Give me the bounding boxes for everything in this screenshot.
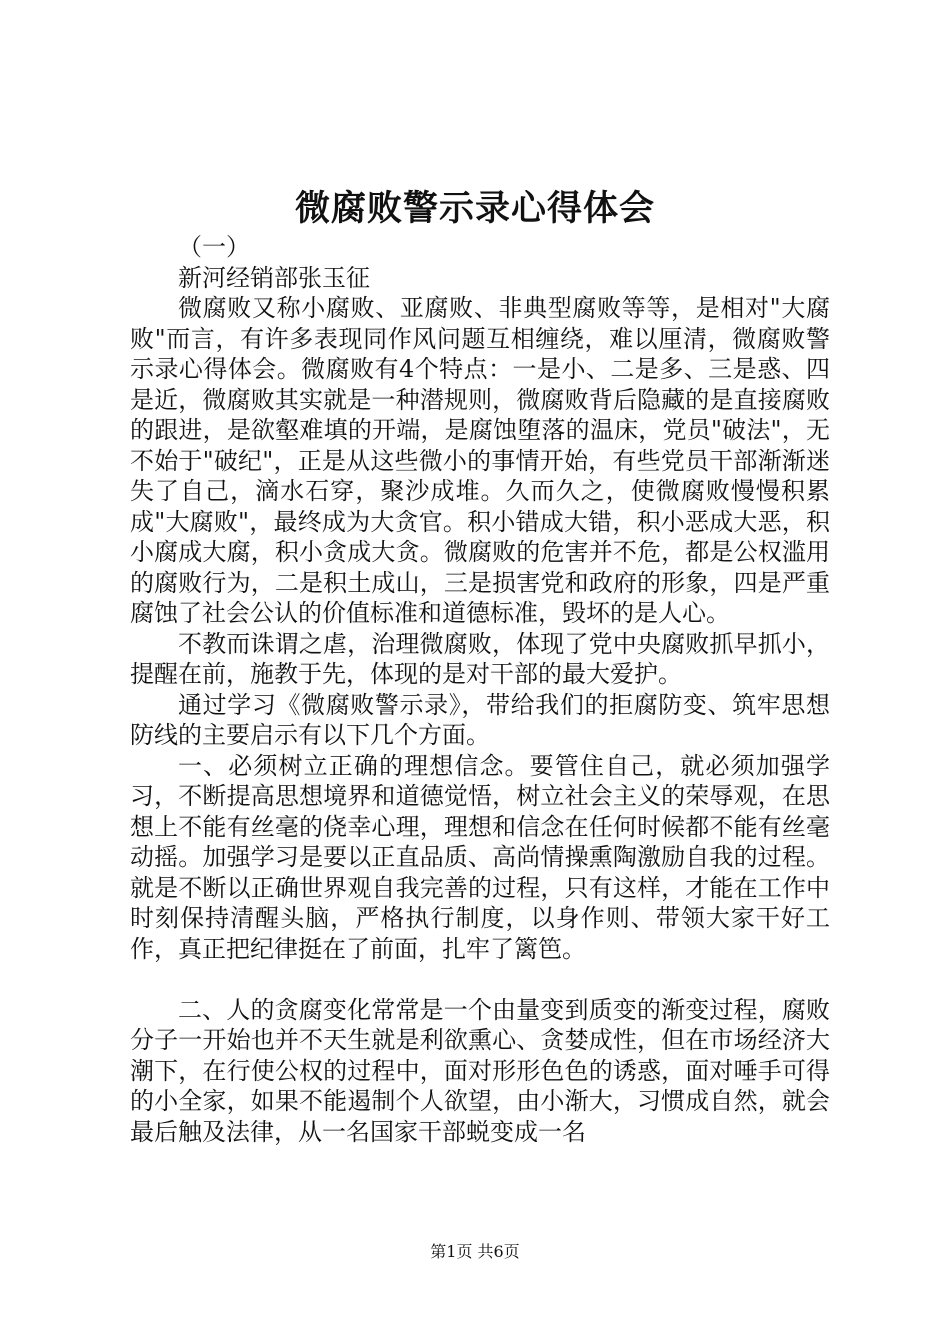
- page-footer: 第1页 共6页: [430, 1242, 520, 1261]
- paragraph-intro: 微腐败又称小腐败、亚腐败、非典型腐败等等，是相对"大腐败"而言，有许多表现同作风问题互相缠绕，难以厘清，微腐败警示录心得体会。微腐败有4个特点：一是小、二是多、三是惑、四是近，微腐败其实就是一种潜规则，微腐败背后隐藏的是直接腐败的跟进，是欲壑难填的开端，是腐蚀堕落的温床，党员"破法"，无不始于"破纪"，正是从这些微小的事情开始，有些党员干部渐渐迷失了自己，滴水石穿，聚沙成堆。久而久之，使微腐败慢慢积累成"大腐败"，最终成为大贪官。积小错成大错，积小恶成大恶，积小腐成大腐，积小贪成大贪。微腐败的危害并不危，都是公权滥用的腐败行为，二是积土成山，三是损害党和政府的形象，四是严重腐蚀了社会公认的价值标准和道德标准，毁坏的是人心。: [130, 294, 830, 627]
- document-body: [130, 232, 830, 1147]
- paragraph-point-two: 二、人的贪腐变化常常是一个由量变到质变的渐变过程，腐败分子一开始也并不天生就是利欲熏心、贪婪成性，但在市场经济大潮下，在行使公权的过程中，面对形形色色的诱惑，面对唾手可得的小全家，如果不能遏制个人欲望，由小渐大，习惯成自然，就会最后触及法律，从一名国家干部蜕变成一名: [130, 995, 830, 1146]
- section-number: （一）: [178, 233, 250, 261]
- document-title: 微腐败警示录心得体会: [294, 188, 655, 229]
- paragraph-governance: 不教而诛谓之虐，治理微腐败，体现了党中央腐败抓早抓小，提醒在前，施教于先，体现的是对干部的最大爱护。: [130, 629, 830, 688]
- paragraph-study: 通过学习《微腐败警示录》，带给我们的拒腐防变、筑牢思想防线的主要启示有以下几个方面。: [130, 690, 830, 749]
- paragraph-point-one: 一、必须树立正确的理想信念。要管住自己，就必须加强学习，不断提高思想境界和道德觉悟，树立社会主义的荣辱观，在思想上不能有丝毫的侥幸心理，理想和信念在任何时候都不能有丝毫动摇。加强学习是要以正直品质、高尚情操熏陶激励自我的过程。就是不断以正确世界观自我完善的过程，只有这样，才能在工作中时刻保持清醒头脑，严格执行制度，以身作则、带领大家干好工作，真正把纪律挺在了前面，扎牢了篱笆。: [130, 751, 830, 963]
- author-line: 新河经销部张玉征: [178, 263, 370, 292]
